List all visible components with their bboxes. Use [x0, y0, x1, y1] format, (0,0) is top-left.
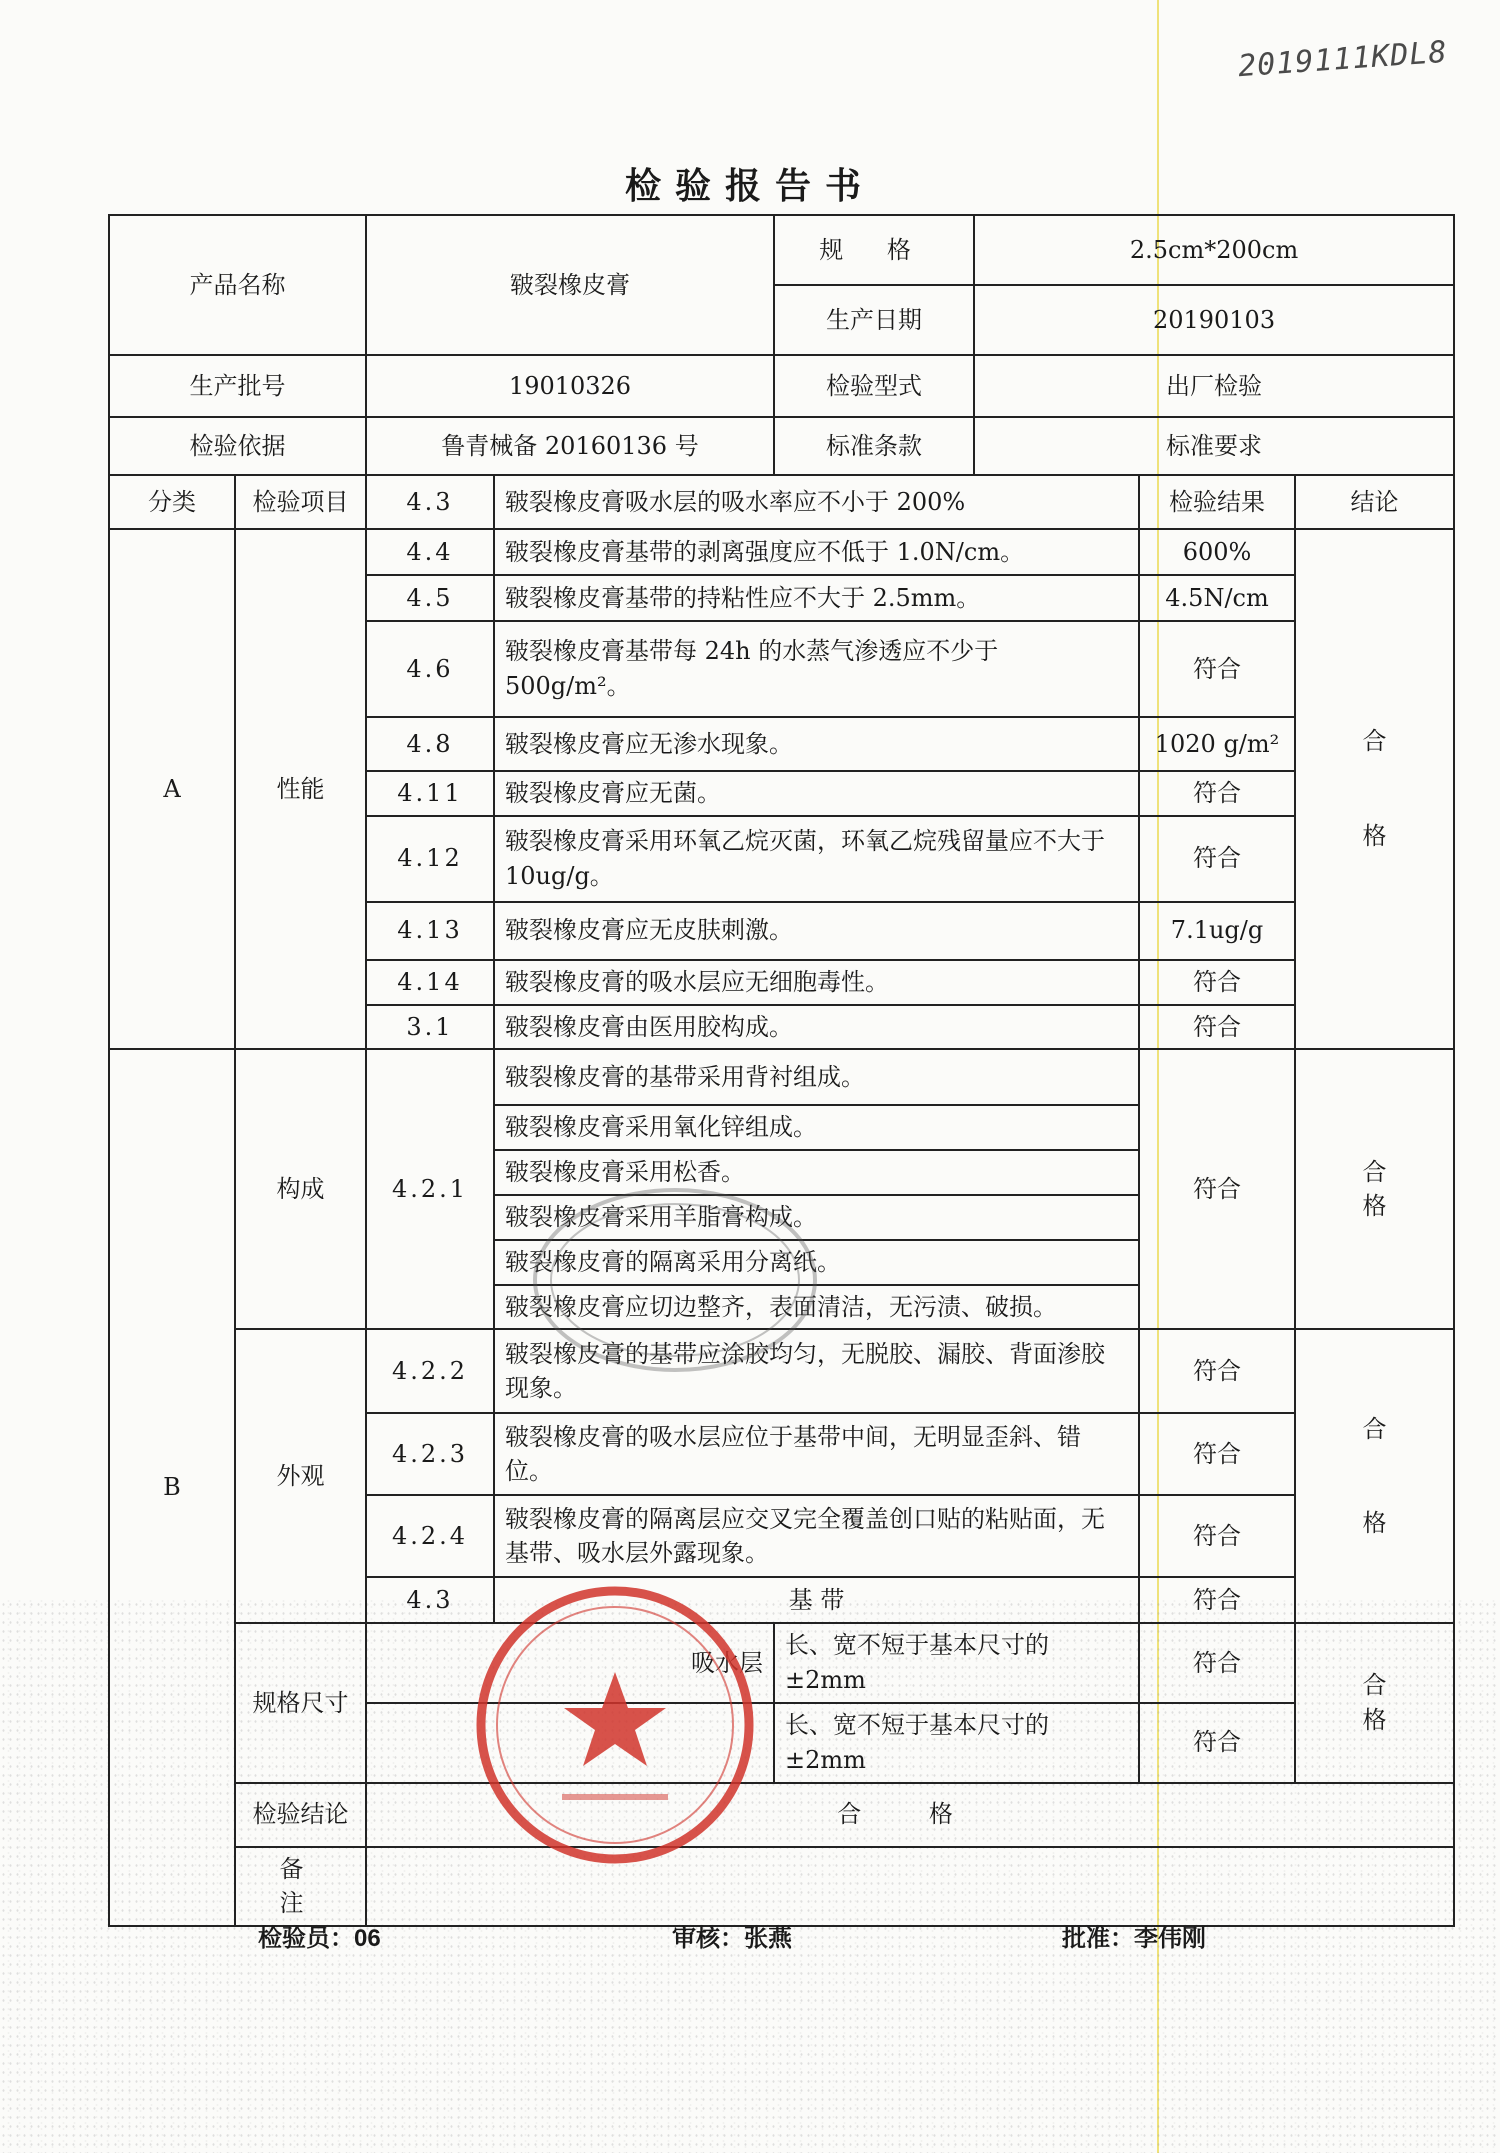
mfg-date-value: 20190103 [974, 285, 1454, 355]
clause-number: 4.8 [366, 717, 494, 771]
requirement-text: 皲裂橡皮膏采用氧化锌组成。 [494, 1105, 1139, 1150]
clause-number: 4.2.2 [366, 1329, 494, 1413]
item-appearance: 外观 [235, 1329, 366, 1623]
result-value: 符合 [1139, 1495, 1295, 1577]
spec-value: 2.5cm*200cm [974, 215, 1454, 285]
clause-number: 4.6 [366, 621, 494, 717]
requirement-text: 皲裂橡皮膏吸水层的吸水率应不小于 200% [494, 475, 1139, 529]
clause-number: 4.2.1 [366, 1049, 494, 1329]
inspection-type-label: 检验型式 [774, 355, 974, 417]
clause-number: 4.3 [366, 1577, 494, 1623]
requirement-text: 皲裂橡皮膏由医用胶构成。 [494, 1005, 1139, 1050]
requirement-text: 皲裂橡皮膏应无皮肤刺激。 [494, 902, 1139, 960]
col-conclusion: 结论 [1295, 475, 1454, 529]
conclusion-char: 格 [1362, 1192, 1387, 1221]
result-value: 符合 [1139, 960, 1295, 1005]
mfg-date-label: 生产日期 [774, 285, 974, 355]
result-value: 7.1ug/g [1139, 902, 1295, 960]
requirement-text: 皲裂橡皮膏基带每 24h 的水蒸气渗透应不少于 500g/m²。 [494, 621, 1139, 717]
conclusion-appearance [1295, 1329, 1454, 1623]
requirement-text: 皲裂橡皮膏的隔离采用分离纸。 [494, 1240, 1139, 1285]
requirement-text: 皲裂橡皮膏采用羊脂膏构成。 [494, 1195, 1139, 1240]
size-part-label: 吸水层 [366, 1623, 774, 1703]
clause-number: 4.12 [366, 816, 494, 902]
result-value: 符合 [1139, 1329, 1295, 1413]
signature-footer [0, 1918, 1500, 1958]
inspection-table [108, 214, 1455, 1927]
conclusion-char: 合 [1362, 1671, 1387, 1700]
result-value: 符合 [1139, 1623, 1295, 1703]
result-value: 符合 [1139, 1703, 1295, 1783]
clause-number: 4.2.3 [366, 1413, 494, 1495]
requirement-text: 长、宽不短于基本尺寸的±2mm [774, 1703, 1139, 1783]
clause-number: 4.2.4 [366, 1495, 494, 1577]
conclusion-char: 格 [1362, 1509, 1387, 1538]
faint-stamp-icon [520, 1180, 830, 1380]
conclusion-size [1295, 1623, 1454, 1782]
conclusion-value: 合 格 [366, 1783, 1454, 1847]
inspection-type-value: 出厂检验 [974, 355, 1454, 417]
result-value: 1020 g/m² [1139, 717, 1295, 771]
result-value: 符合 [1139, 771, 1295, 816]
item-performance: 性能 [235, 529, 366, 1049]
requirement-text: 皲裂橡皮膏基带的持粘性应不大于 2.5mm。 [494, 575, 1139, 621]
conclusion-char: 合 [1362, 1157, 1387, 1186]
clause-number: 4.5 [366, 575, 494, 621]
requirement-text: 皲裂橡皮膏的隔离层应交叉完全覆盖创口贴的粘贴面，无基带、吸水层外露现象。 [494, 1495, 1139, 1577]
clause-number: 4.11 [366, 771, 494, 816]
item-size: 规格尺寸 [235, 1623, 366, 1782]
col-category: 分类 [109, 475, 235, 529]
result-value: 符合 [1139, 816, 1295, 902]
spec-label: 规 格 [774, 215, 974, 285]
result-value: 符合 [1139, 621, 1295, 717]
requirement-text: 基 带 [494, 1577, 1139, 1623]
company-seal-icon [470, 1580, 760, 1870]
requirement-text: 皲裂橡皮膏基带的剥离强度应不低于 1.0N/cm。 [494, 529, 1139, 575]
conclusion-char: 合 [1362, 1414, 1387, 1443]
clause-number: 4.14 [366, 960, 494, 1005]
conclusion-char: 合 [1362, 727, 1387, 756]
item-composition: 构成 [235, 1049, 366, 1329]
requirement-text: 皲裂橡皮膏采用松香。 [494, 1150, 1139, 1195]
col-item: 检验项目 [235, 475, 366, 529]
remarks-label: 备 注 [235, 1847, 366, 1927]
product-name-value: 皲裂橡皮膏 [366, 215, 774, 355]
result-value: 符合 [1139, 1049, 1295, 1329]
category-b: B [109, 1049, 235, 1926]
category-a: A [109, 529, 235, 1049]
basis-label: 检验依据 [109, 417, 366, 475]
product-name-label: 产品名称 [109, 215, 366, 355]
col-result: 检验结果 [1139, 475, 1295, 529]
conclusion-composition [1295, 1049, 1454, 1329]
clause-number: 4.3 [366, 475, 494, 529]
requirement-text: 皲裂橡皮膏的吸水层应无细胞毒性。 [494, 960, 1139, 1005]
conclusion-label: 检验结论 [235, 1783, 366, 1847]
result-value: 符合 [1139, 1413, 1295, 1495]
batch-label: 生产批号 [109, 355, 366, 417]
result-value: 600% [1139, 529, 1295, 575]
clause-number: 4.13 [366, 902, 494, 960]
requirement-text: 皲裂橡皮膏采用环氧乙烷灭菌，环氧乙烷残留量应不大于 10ug/g。 [494, 816, 1139, 902]
standard-value: 标准要求 [974, 417, 1454, 475]
inspector: 检验员：06 [258, 1925, 381, 1952]
clause-number: 4.4 [366, 529, 494, 575]
requirement-text: 皲裂橡皮膏应无菌。 [494, 771, 1139, 816]
result-value: 4.5N/cm [1139, 575, 1295, 621]
standard-label: 标准条款 [774, 417, 974, 475]
conclusion-a [1295, 529, 1454, 1049]
page-title: 检验报告书 [624, 165, 875, 207]
requirement-text: 皲裂橡皮膏的基带采用背衬组成。 [494, 1049, 1139, 1105]
result-value: 符合 [1139, 1005, 1295, 1050]
conclusion-char: 格 [1362, 822, 1387, 851]
requirement-text: 长、宽不短于基本尺寸的±2mm [774, 1623, 1139, 1703]
requirement-text: 皲裂橡皮膏的吸水层应位于基带中间，无明显歪斜、错位。 [494, 1413, 1139, 1495]
basis-value: 鲁青械备 20160136 号 [366, 417, 774, 475]
handwritten-reference: 2019111KDL8 [1237, 34, 1449, 85]
requirement-text: 皲裂橡皮膏应无渗水现象。 [494, 717, 1139, 771]
reviewer: 审核：张燕 [672, 1925, 792, 1952]
requirement-text: 皲裂橡皮膏的基带应涂胶均匀，无脱胶、漏胶、背面渗胶现象。 [494, 1329, 1139, 1413]
clause-number: 3.1 [366, 1005, 494, 1050]
result-value: 符合 [1139, 1577, 1295, 1623]
approver: 批准：李伟刚 [1062, 1925, 1206, 1952]
conclusion-char: 格 [1362, 1705, 1387, 1734]
batch-value: 19010326 [366, 355, 774, 417]
requirement-text: 皲裂橡皮膏应切边整齐，表面清洁，无污渍、破损。 [494, 1285, 1139, 1330]
